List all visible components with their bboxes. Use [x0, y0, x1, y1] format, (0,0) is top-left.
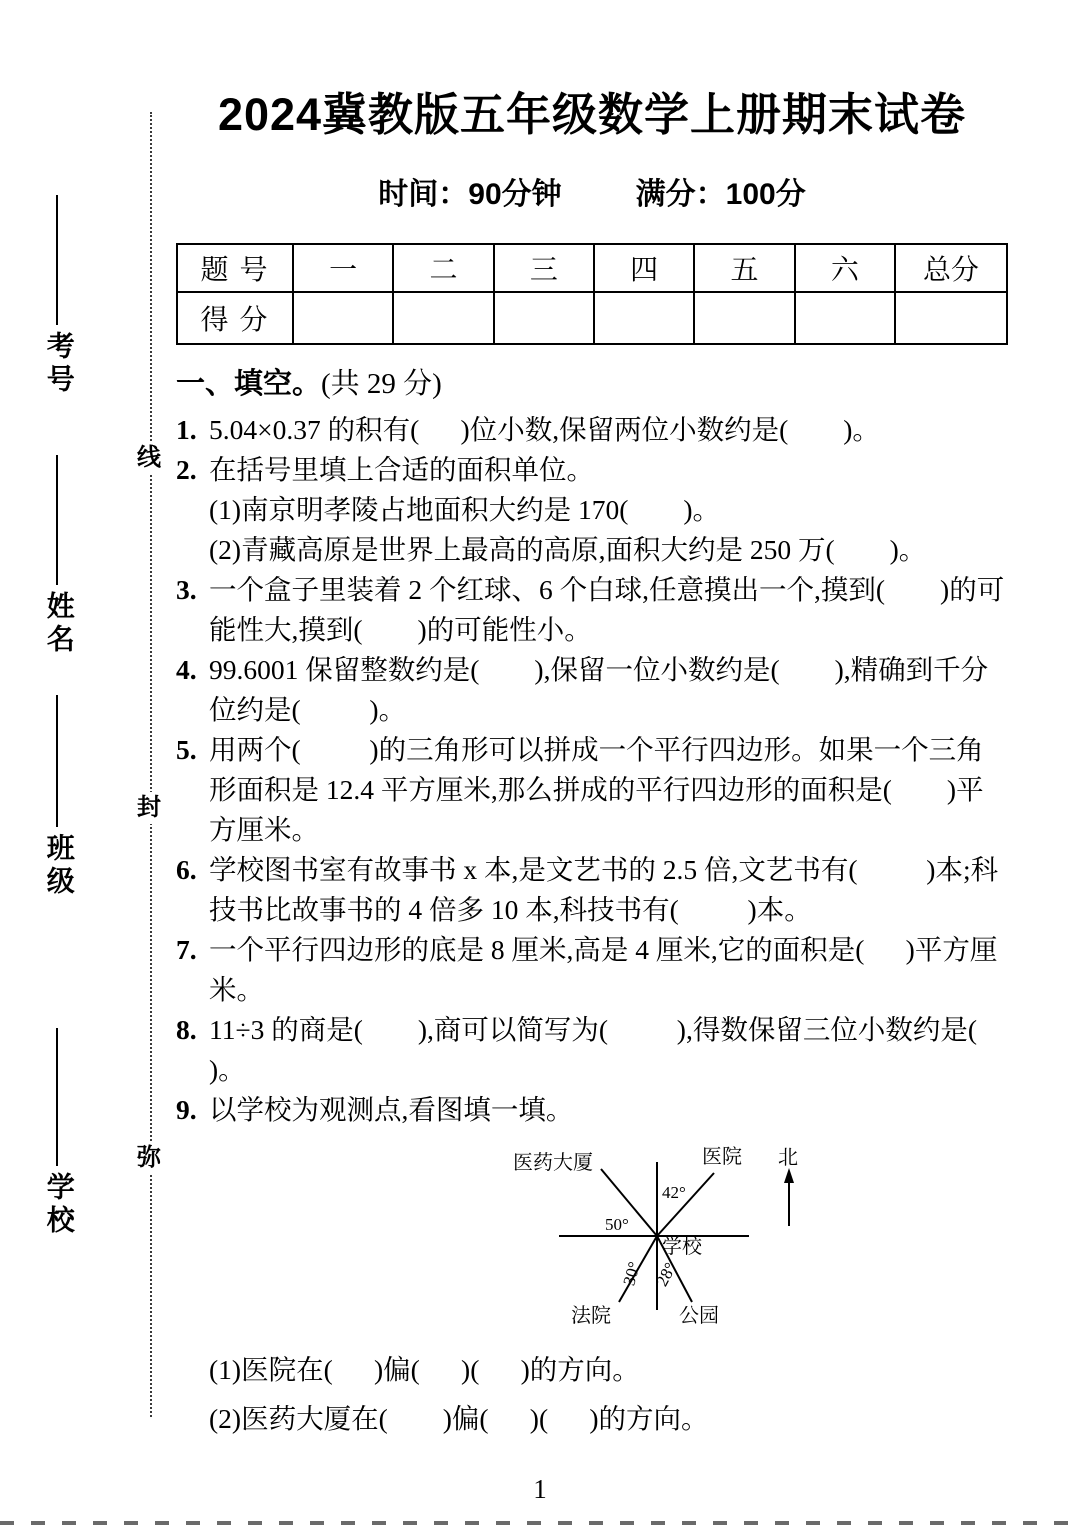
angle-hospital: 42° [662, 1183, 686, 1202]
seal-dotted-line [137, 112, 161, 1417]
field-name [42, 455, 73, 657]
question-5-text: 用两个( )的三角形可以拼成一个平行四边形。如果一个三角形面积是 12.4 平方厘米,那么拼成的平行四边形的面积是( )平方厘米。 [209, 734, 984, 845]
page-number: 1 [533, 1474, 547, 1504]
direction-diagram-svg [509, 1138, 841, 1330]
question-6-text: 学校图书室有故事书 x 本,是文艺书的 2.5 倍,文艺书有( )本;科技书比故事书的 4 倍多 10 本,科技书有( )本。 [209, 854, 999, 925]
question-7 [176, 930, 1008, 1010]
time-limit: 时间：90分钟 [378, 178, 562, 211]
page-title: 2024冀教版五年级数学上册期末试卷 [217, 89, 967, 140]
field-class [42, 695, 73, 899]
exam-meta [176, 169, 1008, 213]
class-blank-line [56, 695, 58, 827]
direction-diagram [509, 1138, 841, 1341]
score-table-header-label: 题 号 [177, 244, 293, 292]
question-6-number: 6. [176, 854, 197, 885]
question-5-number: 5. [176, 734, 197, 765]
main-content [176, 78, 1032, 1439]
question-3-number: 3. [176, 574, 197, 605]
question-2-text: 在括号里填上合适的面积单位。 [209, 454, 594, 485]
question-8-text: 11÷3 的商是( ),商可以简写为( ),得数保留三位小数约是( )。 [209, 1014, 1032, 1085]
seal-char-mi: 弥 [137, 1142, 161, 1174]
school-blank-line [56, 1028, 58, 1166]
question-7-number: 7. [176, 934, 197, 965]
score-cell [393, 292, 493, 344]
section-heading-title: 一、填空。 [176, 368, 322, 400]
angle-park: 28° [652, 1259, 681, 1290]
label-park: 公园 [679, 1305, 719, 1327]
question-3-text: 一个盒子里装着 2 个红球、6 个白球,任意摸出一个,摸到( )的可能性大,摸到( )的可能性小。 [209, 574, 1005, 645]
question-2-number: 2. [176, 454, 197, 485]
question-9 [176, 1090, 1008, 1439]
score-table-col-5: 五 [694, 244, 794, 292]
angle-medicine: 50° [605, 1215, 629, 1234]
angle-court: 30° [619, 1259, 644, 1288]
score-cell [494, 292, 594, 344]
seal-char-feng: 封 [137, 792, 161, 824]
exam-number-blank-line [56, 195, 58, 325]
field-school [42, 1028, 73, 1238]
question-8 [176, 1010, 1032, 1090]
name-blank-line [56, 455, 58, 585]
question-2-sub-1: (1)南京明孝陵占地面积大约是 170( )。 [209, 494, 721, 525]
question-list [176, 410, 1032, 1439]
question-9-text: 以学校为观测点,看图填一填。 [209, 1094, 574, 1125]
field-exam-number [42, 195, 73, 397]
school-label: 学校 [42, 1172, 74, 1238]
question-8-number: 8. [176, 1014, 197, 1045]
question-9-sub-2: (2)医药大厦在( )偏( )( )的方向。 [209, 1403, 709, 1434]
score-table-col-2: 二 [393, 244, 493, 292]
score-cell [895, 292, 1007, 344]
score-cell [293, 292, 393, 344]
full-score: 满分：100分 [635, 178, 806, 211]
score-cell [694, 292, 794, 344]
label-north: 北 [778, 1147, 798, 1169]
score-cell [795, 292, 895, 344]
exam-number-label: 考号 [42, 331, 74, 397]
score-table-col-4: 四 [594, 244, 694, 292]
class-label: 班级 [42, 833, 74, 899]
score-table [176, 243, 1008, 345]
north-arrow-head [784, 1168, 794, 1183]
question-6 [176, 850, 1008, 930]
question-9-sub-1: (1)医院在( )偏( )( )的方向。 [209, 1354, 640, 1385]
score-table-col-total: 总分 [895, 244, 1007, 292]
question-4 [176, 650, 1008, 730]
question-4-number: 4. [176, 654, 197, 685]
question-9-number: 9. [176, 1094, 197, 1125]
bottom-cut-line [0, 1521, 1080, 1525]
section-heading-points: (共 29 分) [321, 368, 442, 400]
label-court: 法院 [571, 1305, 611, 1327]
question-1-number: 1. [176, 414, 197, 445]
score-table-col-1: 一 [293, 244, 393, 292]
label-school: 学校 [662, 1236, 702, 1258]
seal-char-xian: 线 [137, 442, 161, 474]
score-table-col-3: 三 [494, 244, 594, 292]
section-heading [176, 361, 1008, 402]
question-2-sub-2: (2)青藏高原是世界上最高的高原,面积大约是 250 万( )。 [209, 534, 927, 565]
question-5 [176, 730, 1008, 850]
score-table-col-6: 六 [795, 244, 895, 292]
label-hospital: 医院 [702, 1146, 742, 1168]
question-2 [176, 450, 1008, 570]
label-medicine-building: 医药大厦 [513, 1152, 593, 1174]
question-4-text: 99.6001 保留整数约是( ),保留一位小数约是( ),精确到千分位约是( )。 [209, 654, 989, 725]
question-3 [176, 570, 1008, 650]
score-row-label: 得 分 [177, 292, 293, 344]
score-cell [594, 292, 694, 344]
question-7-text: 一个平行四边形的底是 8 厘米,高是 4 厘米,它的面积是( )平方厘米。 [209, 934, 998, 1005]
question-1 [176, 410, 1008, 450]
question-1-text: 5.04×0.37 的积有( )位小数,保留两位小数约是( )。 [209, 414, 880, 445]
name-label: 姓名 [42, 591, 74, 657]
